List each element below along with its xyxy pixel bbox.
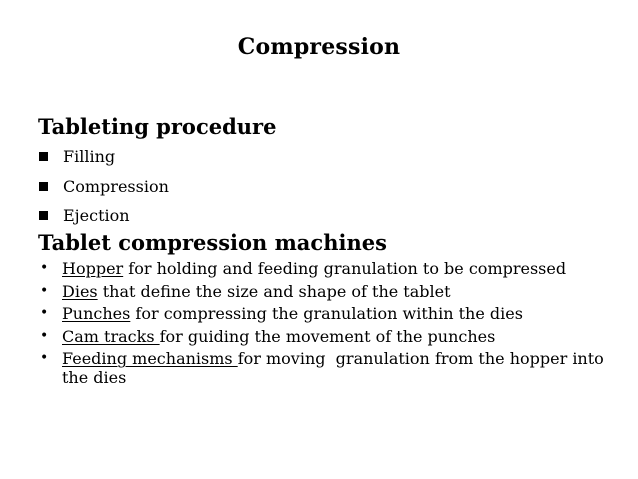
slide-title: Compression [237,34,401,60]
part-description: for guiding the movement of the punches [159,326,496,346]
part-description: for holding and feeding granulation to be compressed [123,259,567,278]
part-term: Feeding mechanisms [62,349,238,368]
machine-parts-list [38,259,608,391]
step-label: Filling [63,147,116,167]
list-item [38,304,608,323]
section-heading-tableting-procedure: Tableting procedure [38,114,277,139]
part-description: for moving granulation from the hopper into the dies [62,349,609,387]
part-term: Punches [62,304,131,323]
step-label: Ejection [63,206,130,226]
list-item [38,201,169,231]
square-bullet-icon [39,211,48,220]
list-item [38,327,608,346]
list-item [38,172,169,202]
tableting-steps-list [38,142,169,231]
bullet-icon: • [40,305,49,321]
list-item [38,142,169,172]
square-bullet-icon [39,152,48,161]
part-term: Dies [62,281,98,301]
part-description: for compressing the granulation within the dies [130,304,523,323]
bullet-icon: • [40,282,49,299]
section-heading-compression-machines: Tablet compression machines [38,230,387,255]
part-term: Cam tracks [62,326,160,346]
list-item [38,259,608,278]
square-bullet-icon [39,182,48,191]
part-term: Hopper [62,259,124,278]
bullet-icon: • [40,350,49,366]
step-label: Compression [63,176,169,196]
list-item [38,349,608,387]
list-item [38,282,608,301]
bullet-icon: • [40,260,49,276]
bullet-icon: • [40,327,49,344]
part-description: that define the size and shape of the tablet [97,281,451,301]
